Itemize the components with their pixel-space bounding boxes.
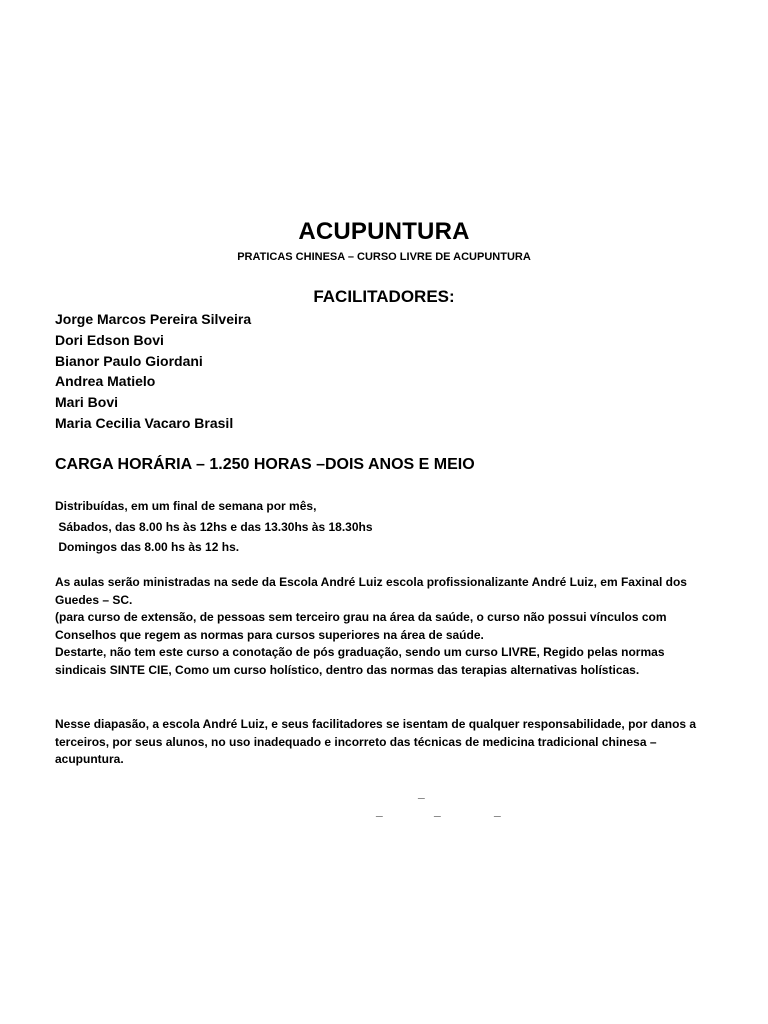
disclaimer-paragraph: Nesse diapasão, a escola André Luiz, e seus facilitadores se isentam de qualquer responsabilidade, por danos a terceiros, por seus alunos, no uso inadequado e incorreto das técnicas de medicina tradicional chinesa – acupuntura. <box>55 717 697 767</box>
underscore-mark: _ <box>494 804 501 818</box>
facilitator-name: Bianor Paulo Giordani <box>55 352 203 369</box>
facilitator-name: Andrea Matielo <box>55 373 156 390</box>
course-location-paragraph: As aulas serão ministradas na sede da Escola André Luiz escola profissionalizante André Luiz, em Faxinal dos Guedes – SC. (para curso de extensão, de pessoas sem terceiro grau na área da saúde, o curso não possui vínculos com Conselhos que regem as normas para cursos superiores na área de saúde. Destarte, não tem este curso a conotação de pós graduação, sendo um curso LIVRE, Regido pelas normas sindicais SINTE CIE, Como um curso holístico, dentro das normas das terapias alternativas holísticas. <box>55 575 687 677</box>
underscore-mark: _ <box>376 804 383 818</box>
facilitator-name: Mari Bovi <box>55 394 119 411</box>
schedule-line: Domingos das 8.00 hs às 12 hs. <box>55 540 240 554</box>
course-hours-heading: CARGA HORÁRIA – 1.250 HORAS –DOIS ANOS E MEIO <box>55 456 475 473</box>
facilitators-list <box>55 309 251 434</box>
facilitator-name: Jorge Marcos Pereira Silveira <box>55 311 252 327</box>
facilitator-name: Maria Cecilia Vacaro Brasil <box>55 414 234 431</box>
facilitator-name: Dori Edson Bovi <box>55 331 164 348</box>
document-subtitle: PRATICAS CHINESA – CURSO LIVRE DE ACUPUNTURA <box>237 251 531 263</box>
underscore-mark: _ <box>434 804 441 818</box>
schedule-line: Sábados, das 8.00 hs às 12hs e das 13.30hs às 18.30hs <box>55 519 373 534</box>
underscore-mark: _ <box>418 786 425 800</box>
document-title: ACUPUNTURA <box>298 218 470 245</box>
schedule-block <box>55 496 725 558</box>
facilitators-heading: FACILITADORES: <box>313 287 455 306</box>
schedule-line: Distribuídas, em um final de semana por mês, <box>55 499 317 513</box>
